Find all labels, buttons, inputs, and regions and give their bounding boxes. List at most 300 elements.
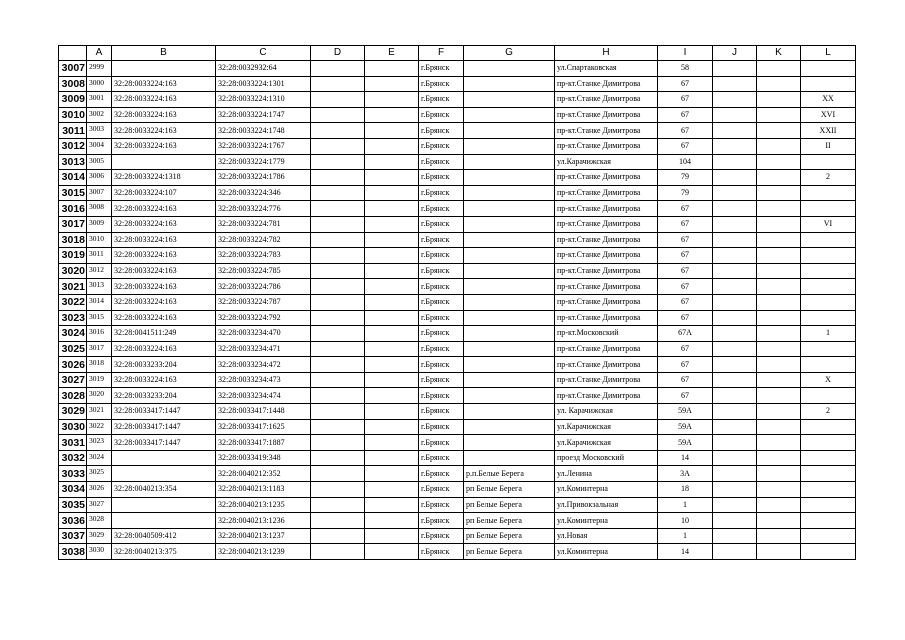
- cell-f[interactable]: г.Брянск: [419, 123, 464, 139]
- cell-c[interactable]: 32:28:0040213:1239: [216, 544, 311, 560]
- cell-e[interactable]: [365, 185, 419, 201]
- cell-d[interactable]: [311, 92, 365, 108]
- cell-h[interactable]: пр-кт.Станке Димитрова: [555, 232, 658, 248]
- cell-c[interactable]: 32:28:0033417:1448: [216, 404, 311, 420]
- cell-g[interactable]: [464, 294, 555, 310]
- cell-l[interactable]: [801, 466, 856, 482]
- cell-h[interactable]: пр-кт.Станке Димитрова: [555, 294, 658, 310]
- cell-g[interactable]: [464, 216, 555, 232]
- cell-c[interactable]: 32:28:0040213:1236: [216, 513, 311, 529]
- cell-h[interactable]: ул.Коминтерна: [555, 544, 658, 560]
- column-header-l[interactable]: L: [801, 46, 856, 61]
- cell-e[interactable]: [365, 170, 419, 186]
- cell-a[interactable]: 3030: [87, 544, 112, 560]
- cell-k[interactable]: [757, 497, 801, 513]
- cell-k[interactable]: [757, 263, 801, 279]
- cell-l[interactable]: [801, 310, 856, 326]
- cell-b[interactable]: 32:28:0033417:1447: [112, 419, 216, 435]
- cell-d[interactable]: [311, 170, 365, 186]
- cell-k[interactable]: [757, 544, 801, 560]
- cell-d[interactable]: [311, 326, 365, 342]
- cell-d[interactable]: [311, 154, 365, 170]
- cell-a[interactable]: 3025: [87, 466, 112, 482]
- cell-a[interactable]: 3002: [87, 107, 112, 123]
- row-number[interactable]: 3009: [59, 92, 87, 108]
- cell-c[interactable]: 32:28:0040213:1235: [216, 497, 311, 513]
- cell-i[interactable]: 67: [658, 357, 713, 373]
- cell-h[interactable]: ул. Карачижская: [555, 404, 658, 420]
- cell-e[interactable]: [365, 201, 419, 217]
- cell-l[interactable]: [801, 201, 856, 217]
- cell-l[interactable]: [801, 419, 856, 435]
- row-number[interactable]: 3010: [59, 107, 87, 123]
- cell-a[interactable]: 3016: [87, 326, 112, 342]
- cell-g[interactable]: рп Белые Берега: [464, 513, 555, 529]
- cell-e[interactable]: [365, 279, 419, 295]
- cell-c[interactable]: 32:28:0033234:473: [216, 372, 311, 388]
- cell-b[interactable]: 32:28:0033224:163: [112, 201, 216, 217]
- cell-b[interactable]: 32:28:0033224:163: [112, 107, 216, 123]
- cell-a[interactable]: 3020: [87, 388, 112, 404]
- cell-f[interactable]: г.Брянск: [419, 388, 464, 404]
- cell-e[interactable]: [365, 216, 419, 232]
- cell-d[interactable]: [311, 263, 365, 279]
- cell-j[interactable]: [713, 419, 757, 435]
- cell-j[interactable]: [713, 154, 757, 170]
- cell-e[interactable]: [365, 544, 419, 560]
- cell-e[interactable]: [365, 388, 419, 404]
- cell-c[interactable]: 32:28:0033224:782: [216, 232, 311, 248]
- row-number[interactable]: 3027: [59, 372, 87, 388]
- cell-j[interactable]: [713, 404, 757, 420]
- cell-i[interactable]: 58: [658, 61, 713, 77]
- cell-k[interactable]: [757, 388, 801, 404]
- cell-b[interactable]: 32:28:0033224:163: [112, 294, 216, 310]
- cell-d[interactable]: [311, 357, 365, 373]
- cell-b[interactable]: 32:28:0033224:163: [112, 279, 216, 295]
- cell-l[interactable]: XVI: [801, 107, 856, 123]
- cell-e[interactable]: [365, 263, 419, 279]
- cell-c[interactable]: 32:28:0033224:1748: [216, 123, 311, 139]
- cell-e[interactable]: [365, 76, 419, 92]
- cell-g[interactable]: [464, 372, 555, 388]
- cell-f[interactable]: г.Брянск: [419, 310, 464, 326]
- cell-i[interactable]: 67: [658, 232, 713, 248]
- cell-c[interactable]: 32:28:0033234:470: [216, 326, 311, 342]
- cell-h[interactable]: пр-кт.Станке Димитрова: [555, 263, 658, 279]
- cell-g[interactable]: [464, 435, 555, 451]
- column-header-g[interactable]: G: [464, 46, 555, 61]
- cell-f[interactable]: г.Брянск: [419, 185, 464, 201]
- cell-c[interactable]: 32:28:0033417:1887: [216, 435, 311, 451]
- cell-i[interactable]: 67: [658, 123, 713, 139]
- cell-k[interactable]: [757, 248, 801, 264]
- cell-c[interactable]: 32:28:0040213:1183: [216, 482, 311, 498]
- cell-k[interactable]: [757, 138, 801, 154]
- row-number[interactable]: 3032: [59, 450, 87, 466]
- cell-f[interactable]: г.Брянск: [419, 513, 464, 529]
- row-number[interactable]: 3038: [59, 544, 87, 560]
- cell-b[interactable]: [112, 497, 216, 513]
- cell-i[interactable]: 14: [658, 544, 713, 560]
- cell-h[interactable]: пр-кт.Станке Димитрова: [555, 279, 658, 295]
- cell-b[interactable]: 32:28:0040213:375: [112, 544, 216, 560]
- cell-h[interactable]: ул.Карачижская: [555, 419, 658, 435]
- cell-h[interactable]: пр-кт.Московский: [555, 326, 658, 342]
- cell-j[interactable]: [713, 388, 757, 404]
- cell-j[interactable]: [713, 372, 757, 388]
- cell-b[interactable]: [112, 466, 216, 482]
- cell-j[interactable]: [713, 513, 757, 529]
- column-header-d[interactable]: D: [311, 46, 365, 61]
- cell-b[interactable]: 32:28:0033224:1318: [112, 170, 216, 186]
- cell-c[interactable]: 32:28:0033224:1779: [216, 154, 311, 170]
- cell-b[interactable]: 32:28:0040213:354: [112, 482, 216, 498]
- cell-i[interactable]: 18: [658, 482, 713, 498]
- cell-e[interactable]: [365, 513, 419, 529]
- cell-g[interactable]: [464, 263, 555, 279]
- cell-f[interactable]: г.Брянск: [419, 232, 464, 248]
- cell-e[interactable]: [365, 294, 419, 310]
- row-number[interactable]: 3030: [59, 419, 87, 435]
- cell-e[interactable]: [365, 341, 419, 357]
- row-number[interactable]: 3033: [59, 466, 87, 482]
- cell-h[interactable]: ул.Новая: [555, 528, 658, 544]
- cell-l[interactable]: [801, 544, 856, 560]
- cell-e[interactable]: [365, 92, 419, 108]
- cell-c[interactable]: 32:28:0033224:1310: [216, 92, 311, 108]
- cell-c[interactable]: 32:28:0033224:1786: [216, 170, 311, 186]
- cell-h[interactable]: ул.Ленина: [555, 466, 658, 482]
- cell-g[interactable]: р.п.Белые Берега: [464, 466, 555, 482]
- cell-h[interactable]: ул.Карачижская: [555, 435, 658, 451]
- cell-a[interactable]: 3022: [87, 419, 112, 435]
- cell-j[interactable]: [713, 310, 757, 326]
- cell-j[interactable]: [713, 435, 757, 451]
- cell-k[interactable]: [757, 216, 801, 232]
- cell-d[interactable]: [311, 435, 365, 451]
- cell-b[interactable]: 32:28:0033233:204: [112, 357, 216, 373]
- cell-d[interactable]: [311, 341, 365, 357]
- cell-h[interactable]: пр-кт.Станке Димитрова: [555, 138, 658, 154]
- cell-d[interactable]: [311, 310, 365, 326]
- cell-g[interactable]: [464, 107, 555, 123]
- cell-d[interactable]: [311, 216, 365, 232]
- cell-b[interactable]: [112, 513, 216, 529]
- cell-k[interactable]: [757, 76, 801, 92]
- cell-j[interactable]: [713, 76, 757, 92]
- cell-i[interactable]: 67: [658, 310, 713, 326]
- cell-a[interactable]: 3014: [87, 294, 112, 310]
- cell-j[interactable]: [713, 466, 757, 482]
- cell-b[interactable]: [112, 450, 216, 466]
- cell-i[interactable]: 67: [658, 279, 713, 295]
- cell-d[interactable]: [311, 450, 365, 466]
- cell-a[interactable]: 3027: [87, 497, 112, 513]
- cell-f[interactable]: г.Брянск: [419, 435, 464, 451]
- row-number[interactable]: 3013: [59, 154, 87, 170]
- cell-f[interactable]: г.Брянск: [419, 528, 464, 544]
- cell-l[interactable]: [801, 185, 856, 201]
- cell-f[interactable]: г.Брянск: [419, 248, 464, 264]
- cell-d[interactable]: [311, 138, 365, 154]
- cell-a[interactable]: 3008: [87, 201, 112, 217]
- cell-i[interactable]: 79: [658, 170, 713, 186]
- cell-l[interactable]: [801, 388, 856, 404]
- cell-a[interactable]: 3017: [87, 341, 112, 357]
- cell-b[interactable]: 32:28:0033233:204: [112, 388, 216, 404]
- row-number[interactable]: 3019: [59, 248, 87, 264]
- cell-d[interactable]: [311, 279, 365, 295]
- column-header-i[interactable]: I: [658, 46, 713, 61]
- cell-b[interactable]: 32:28:0033224:163: [112, 248, 216, 264]
- cell-g[interactable]: [464, 138, 555, 154]
- cell-b[interactable]: 32:28:0033224:163: [112, 76, 216, 92]
- cell-e[interactable]: [365, 232, 419, 248]
- row-number[interactable]: 3026: [59, 357, 87, 373]
- row-number[interactable]: 3017: [59, 216, 87, 232]
- row-number[interactable]: 3012: [59, 138, 87, 154]
- cell-i[interactable]: 3А: [658, 466, 713, 482]
- cell-j[interactable]: [713, 482, 757, 498]
- cell-l[interactable]: [801, 341, 856, 357]
- cell-b[interactable]: 32:28:0033417:1447: [112, 435, 216, 451]
- cell-l[interactable]: 1: [801, 326, 856, 342]
- cell-h[interactable]: пр-кт.Станке Димитрова: [555, 216, 658, 232]
- column-header-e[interactable]: E: [365, 46, 419, 61]
- cell-f[interactable]: г.Брянск: [419, 92, 464, 108]
- cell-j[interactable]: [713, 528, 757, 544]
- cell-g[interactable]: [464, 123, 555, 139]
- cell-a[interactable]: 3024: [87, 450, 112, 466]
- cell-c[interactable]: 32:28:0033224:785: [216, 263, 311, 279]
- cell-e[interactable]: [365, 357, 419, 373]
- cell-i[interactable]: 104: [658, 154, 713, 170]
- cell-d[interactable]: [311, 497, 365, 513]
- cell-g[interactable]: рп Белые Берега: [464, 544, 555, 560]
- cell-f[interactable]: г.Брянск: [419, 216, 464, 232]
- cell-a[interactable]: 3000: [87, 76, 112, 92]
- cell-k[interactable]: [757, 528, 801, 544]
- cell-l[interactable]: [801, 279, 856, 295]
- cell-h[interactable]: ул.Спартаковская: [555, 61, 658, 77]
- cell-g[interactable]: [464, 388, 555, 404]
- cell-k[interactable]: [757, 513, 801, 529]
- cell-d[interactable]: [311, 372, 365, 388]
- cell-g[interactable]: рп Белые Берега: [464, 528, 555, 544]
- corner-cell[interactable]: [59, 46, 87, 61]
- cell-h[interactable]: пр-кт.Станке Димитрова: [555, 123, 658, 139]
- cell-g[interactable]: [464, 341, 555, 357]
- cell-b[interactable]: 32:28:0041511:249: [112, 326, 216, 342]
- cell-k[interactable]: [757, 107, 801, 123]
- cell-e[interactable]: [365, 310, 419, 326]
- cell-f[interactable]: г.Брянск: [419, 372, 464, 388]
- cell-a[interactable]: 3013: [87, 279, 112, 295]
- cell-i[interactable]: 1: [658, 497, 713, 513]
- cell-j[interactable]: [713, 138, 757, 154]
- row-number[interactable]: 3037: [59, 528, 87, 544]
- cell-l[interactable]: [801, 61, 856, 77]
- cell-g[interactable]: [464, 76, 555, 92]
- row-number[interactable]: 3018: [59, 232, 87, 248]
- cell-k[interactable]: [757, 232, 801, 248]
- cell-a[interactable]: 3023: [87, 435, 112, 451]
- cell-e[interactable]: [365, 123, 419, 139]
- cell-k[interactable]: [757, 372, 801, 388]
- cell-e[interactable]: [365, 154, 419, 170]
- cell-l[interactable]: [801, 248, 856, 264]
- cell-b[interactable]: 32:28:0033224:163: [112, 232, 216, 248]
- row-number[interactable]: 3016: [59, 201, 87, 217]
- cell-h[interactable]: пр-кт.Станке Димитрова: [555, 107, 658, 123]
- cell-g[interactable]: [464, 279, 555, 295]
- column-header-k[interactable]: K: [757, 46, 801, 61]
- cell-k[interactable]: [757, 341, 801, 357]
- cell-h[interactable]: пр-кт.Станке Димитрова: [555, 201, 658, 217]
- cell-i[interactable]: 67А: [658, 326, 713, 342]
- cell-e[interactable]: [365, 404, 419, 420]
- cell-c[interactable]: 32:28:0033224:787: [216, 294, 311, 310]
- cell-c[interactable]: 32:28:0033224:1301: [216, 76, 311, 92]
- cell-h[interactable]: пр-кт.Станке Димитрова: [555, 76, 658, 92]
- cell-i[interactable]: 67: [658, 341, 713, 357]
- cell-f[interactable]: г.Брянск: [419, 279, 464, 295]
- cell-h[interactable]: пр-кт.Станке Димитрова: [555, 92, 658, 108]
- cell-k[interactable]: [757, 279, 801, 295]
- cell-l[interactable]: VI: [801, 216, 856, 232]
- cell-f[interactable]: г.Брянск: [419, 294, 464, 310]
- row-number[interactable]: 3015: [59, 185, 87, 201]
- cell-e[interactable]: [365, 107, 419, 123]
- cell-j[interactable]: [713, 201, 757, 217]
- cell-g[interactable]: [464, 310, 555, 326]
- cell-c[interactable]: 32:28:0033417:1625: [216, 419, 311, 435]
- cell-j[interactable]: [713, 544, 757, 560]
- cell-j[interactable]: [713, 185, 757, 201]
- cell-a[interactable]: 3005: [87, 154, 112, 170]
- cell-c[interactable]: 32:28:0033419:348: [216, 450, 311, 466]
- cell-k[interactable]: [757, 482, 801, 498]
- row-number[interactable]: 3007: [59, 61, 87, 77]
- cell-e[interactable]: [365, 419, 419, 435]
- cell-g[interactable]: [464, 404, 555, 420]
- cell-f[interactable]: г.Брянск: [419, 450, 464, 466]
- cell-j[interactable]: [713, 341, 757, 357]
- cell-c[interactable]: 32:28:0033224:781: [216, 216, 311, 232]
- cell-j[interactable]: [713, 279, 757, 295]
- cell-g[interactable]: [464, 185, 555, 201]
- cell-e[interactable]: [365, 466, 419, 482]
- cell-f[interactable]: г.Брянск: [419, 170, 464, 186]
- cell-f[interactable]: г.Брянск: [419, 76, 464, 92]
- cell-h[interactable]: ул.Карачижская: [555, 154, 658, 170]
- cell-h[interactable]: пр-кт.Станке Димитрова: [555, 341, 658, 357]
- cell-d[interactable]: [311, 76, 365, 92]
- cell-a[interactable]: 3003: [87, 123, 112, 139]
- cell-l[interactable]: [801, 450, 856, 466]
- cell-a[interactable]: 3021: [87, 404, 112, 420]
- cell-k[interactable]: [757, 435, 801, 451]
- cell-f[interactable]: г.Брянск: [419, 201, 464, 217]
- cell-i[interactable]: 67: [658, 92, 713, 108]
- column-header-a[interactable]: A: [87, 46, 112, 61]
- cell-d[interactable]: [311, 466, 365, 482]
- cell-a[interactable]: 3009: [87, 216, 112, 232]
- cell-f[interactable]: г.Брянск: [419, 326, 464, 342]
- cell-a[interactable]: 3011: [87, 248, 112, 264]
- cell-j[interactable]: [713, 61, 757, 77]
- cell-h[interactable]: пр-кт.Станке Димитрова: [555, 185, 658, 201]
- cell-j[interactable]: [713, 92, 757, 108]
- cell-i[interactable]: 67: [658, 138, 713, 154]
- cell-b[interactable]: 32:28:0033224:163: [112, 138, 216, 154]
- row-number[interactable]: 3014: [59, 170, 87, 186]
- cell-f[interactable]: г.Брянск: [419, 61, 464, 77]
- cell-h[interactable]: проезд Московский: [555, 450, 658, 466]
- cell-d[interactable]: [311, 201, 365, 217]
- cell-j[interactable]: [713, 248, 757, 264]
- cell-l[interactable]: II: [801, 138, 856, 154]
- cell-j[interactable]: [713, 357, 757, 373]
- row-number[interactable]: 3020: [59, 263, 87, 279]
- cell-d[interactable]: [311, 248, 365, 264]
- cell-b[interactable]: 32:28:0040509:412: [112, 528, 216, 544]
- cell-d[interactable]: [311, 528, 365, 544]
- cell-e[interactable]: [365, 528, 419, 544]
- cell-d[interactable]: [311, 388, 365, 404]
- column-header-b[interactable]: B: [112, 46, 216, 61]
- cell-g[interactable]: [464, 326, 555, 342]
- cell-a[interactable]: 3004: [87, 138, 112, 154]
- cell-h[interactable]: пр-кт.Станке Димитрова: [555, 248, 658, 264]
- cell-c[interactable]: 32:28:0033224:346: [216, 185, 311, 201]
- cell-j[interactable]: [713, 216, 757, 232]
- cell-i[interactable]: 59А: [658, 404, 713, 420]
- cell-k[interactable]: [757, 450, 801, 466]
- row-number[interactable]: 3022: [59, 294, 87, 310]
- cell-f[interactable]: г.Брянск: [419, 404, 464, 420]
- cell-l[interactable]: [801, 528, 856, 544]
- cell-l[interactable]: [801, 76, 856, 92]
- cell-k[interactable]: [757, 185, 801, 201]
- row-number[interactable]: 3023: [59, 310, 87, 326]
- cell-d[interactable]: [311, 61, 365, 77]
- cell-c[interactable]: 32:28:0033224:1747: [216, 107, 311, 123]
- cell-c[interactable]: 32:28:0033234:474: [216, 388, 311, 404]
- cell-b[interactable]: 32:28:0033224:163: [112, 263, 216, 279]
- cell-e[interactable]: [365, 61, 419, 77]
- cell-j[interactable]: [713, 170, 757, 186]
- cell-c[interactable]: 32:28:0040212:352: [216, 466, 311, 482]
- cell-l[interactable]: [801, 263, 856, 279]
- cell-i[interactable]: 79: [658, 185, 713, 201]
- cell-k[interactable]: [757, 404, 801, 420]
- cell-g[interactable]: [464, 201, 555, 217]
- cell-g[interactable]: [464, 92, 555, 108]
- cell-g[interactable]: [464, 248, 555, 264]
- cell-l[interactable]: [801, 497, 856, 513]
- cell-h[interactable]: ул.Коминтерна: [555, 513, 658, 529]
- cell-h[interactable]: пр-кт.Станке Димитрова: [555, 372, 658, 388]
- cell-l[interactable]: [801, 482, 856, 498]
- cell-f[interactable]: г.Брянск: [419, 466, 464, 482]
- cell-a[interactable]: 3010: [87, 232, 112, 248]
- cell-k[interactable]: [757, 201, 801, 217]
- cell-d[interactable]: [311, 419, 365, 435]
- cell-b[interactable]: 32:28:0033224:163: [112, 123, 216, 139]
- cell-d[interactable]: [311, 513, 365, 529]
